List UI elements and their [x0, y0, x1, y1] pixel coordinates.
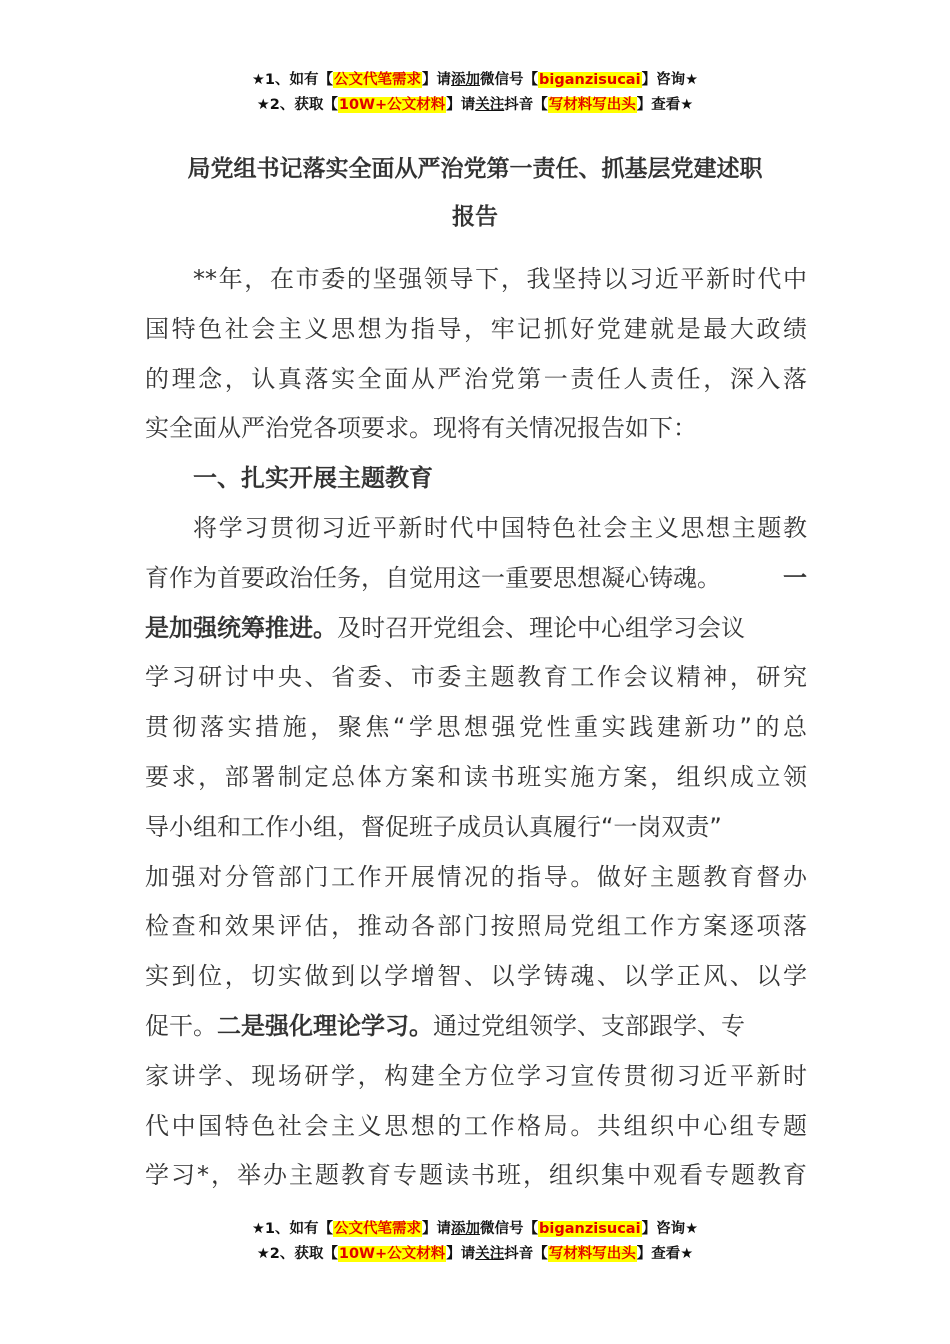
banner-text: 抖音【	[504, 1246, 548, 1262]
paragraph-line	[145, 554, 807, 604]
banner-line-1	[0, 68, 950, 93]
banner-text: 】请	[422, 1221, 452, 1237]
banner-highlight: 写材料写出头	[548, 1246, 636, 1262]
banner-text: 微信号【	[480, 1221, 539, 1237]
banner-highlight: biganzisucai	[539, 72, 641, 88]
banner-highlight: 写材料写出头	[548, 97, 636, 113]
banner-underline: 添加	[451, 1221, 481, 1237]
banner-text: 】请	[422, 72, 452, 88]
paragraph-bold: 二是强化理论学习。	[217, 1011, 433, 1040]
banner-text: ★2、获取【	[256, 97, 338, 113]
banner-text: 】咨询★	[641, 72, 699, 88]
paragraph-line: 国特色社会主义思想为指导，牢记抓好党建就是最大政绩	[145, 314, 807, 343]
banner-text: 】查看★	[636, 97, 694, 113]
document-body	[145, 255, 807, 1201]
banner-text: 】请	[446, 1246, 476, 1262]
banner-highlight: 公文代笔需求	[334, 1221, 422, 1237]
paragraph-line: 导小组和工作小组，督促班子成员认真履行“一岗双责”	[145, 812, 722, 841]
paragraph-line: 学习*，举办主题教育专题读书班，组织集中观看专题教育	[145, 1161, 807, 1190]
banner-highlight: 公文代笔需求	[334, 72, 422, 88]
paragraph-line: 学习研讨中央、省委、市委主题教育工作会议精神，研究	[145, 663, 807, 692]
paragraph-text: 及时召开党组会、理论中心组学习会议	[337, 613, 745, 642]
paragraph-bold: 是加强统筹推进。	[145, 613, 337, 642]
banner-text: ★1、如有【	[251, 1221, 334, 1237]
banner-highlight: biganzisucai	[539, 1221, 641, 1237]
paragraph-line: 将学习贯彻习近平新时代中国特色社会主义思想主题教	[193, 513, 807, 542]
banner-text: 】查看★	[636, 1246, 694, 1262]
paragraph-line: 要求，部署制定总体方案和读书班实施方案，组织成立领	[145, 762, 807, 791]
banner-text: ★2、获取【	[256, 1246, 338, 1262]
paragraph-line	[145, 604, 807, 654]
banner-line-1	[0, 1217, 950, 1242]
section-heading: 一、扎实开展主题教育	[193, 464, 433, 493]
paragraph-line: 实到位，切实做到以学增智、以学铸魂、以学正风、以学	[145, 962, 807, 991]
banner-highlight: 10W+公文材料	[338, 1246, 446, 1262]
paragraph-text: 育作为首要政治任务，自觉用这一重要思想凝心铸魂。	[145, 563, 721, 592]
banner-underline: 关注	[475, 97, 505, 113]
paragraph-line: 家讲学、现场研学，构建全方位学习宣传贯彻习近平新时	[145, 1061, 807, 1090]
paragraph-line: 加强对分管部门工作开展情况的指导。做好主题教育督办	[145, 862, 807, 891]
banner-text: 】咨询★	[641, 1221, 699, 1237]
header-banner	[0, 68, 950, 118]
paragraph-line	[145, 1002, 807, 1052]
paragraph-line: 实全面从严治党各项要求。现将有关情况报告如下：	[145, 414, 697, 443]
banner-text: 微信号【	[480, 72, 539, 88]
document-title-line-2: 报告	[452, 204, 498, 230]
paragraph-text: 通过党组领学、支部跟学、专	[433, 1011, 745, 1040]
footer-banner	[0, 1217, 950, 1267]
banner-underline: 添加	[451, 72, 481, 88]
banner-line-2	[0, 1242, 950, 1267]
banner-underline: 关注	[475, 1246, 505, 1262]
paragraph-bold: 一	[783, 563, 807, 592]
paragraph-line: **年，在市委的坚强领导下，我坚持以习近平新时代中	[193, 265, 807, 293]
paragraph-line: 贯彻落实措施，聚焦“学思想强党性重实践建新功”的总	[145, 713, 807, 742]
document-title-line-1: 局党组书记落实全面从严治党第一责任、抓基层党建述职	[187, 156, 763, 182]
banner-line-2	[0, 93, 950, 118]
banner-text: 】请	[446, 97, 476, 113]
paragraph-text: 促干。	[145, 1011, 217, 1040]
paragraph-line: 检查和效果评估，推动各部门按照局党组工作方案逐项落	[145, 912, 807, 941]
banner-highlight: 10W+公文材料	[338, 97, 446, 113]
paragraph-line: 代中国特色社会主义思想的工作格局。共组织中心组专题	[145, 1111, 807, 1140]
banner-text: ★1、如有【	[251, 72, 334, 88]
banner-text: 抖音【	[504, 97, 548, 113]
paragraph-line: 的理念，认真落实全面从严治党第一责任人责任，深入落	[145, 364, 807, 393]
